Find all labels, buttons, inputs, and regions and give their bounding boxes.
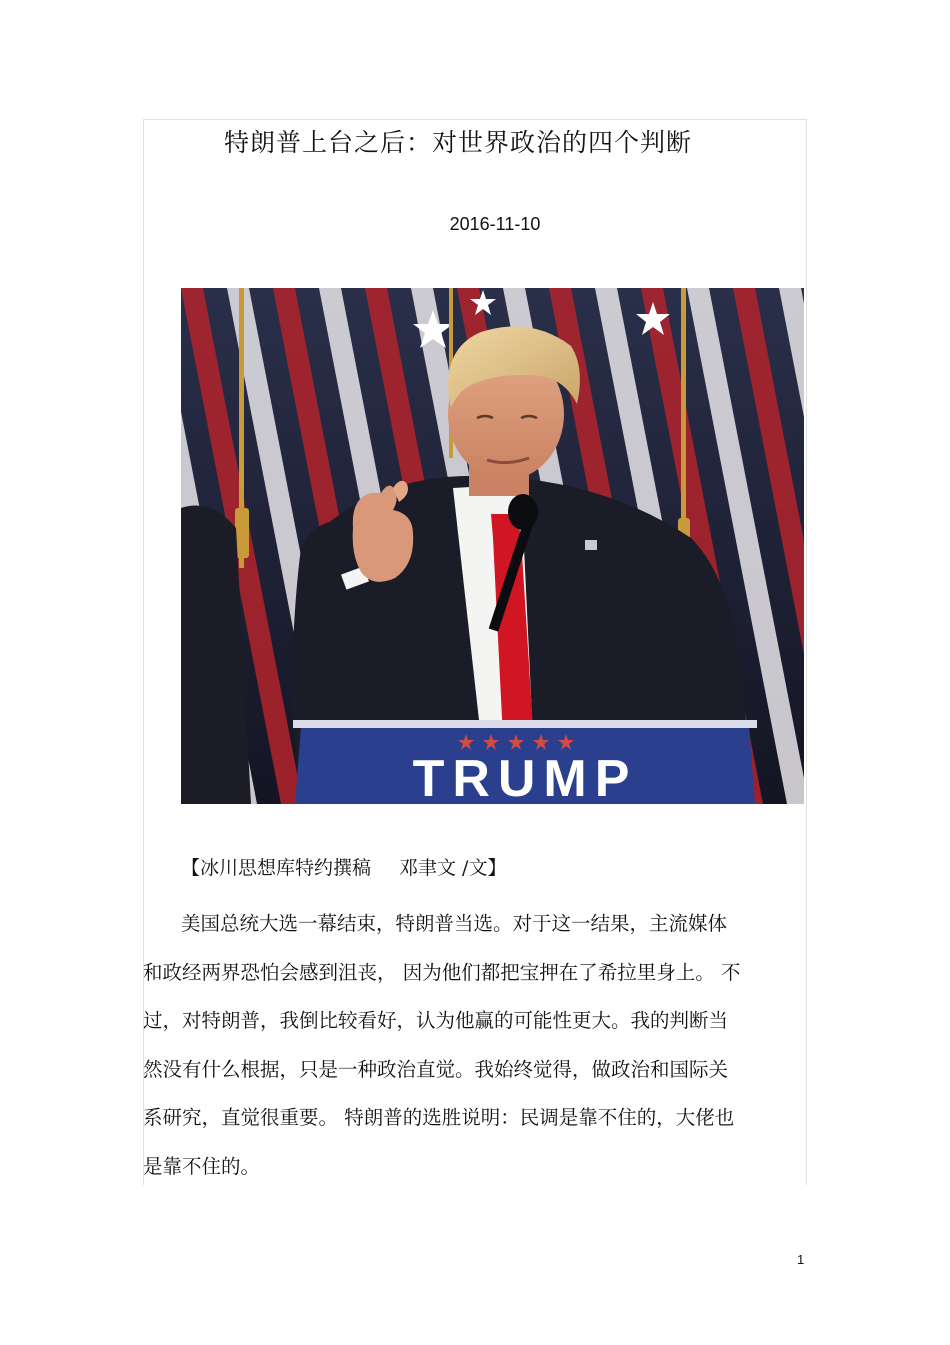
article-title: 特朗普上台之后：对世界政治的四个判断 xyxy=(223,128,692,157)
paragraph-line: 和政经两界恐怕会感到沮丧， 因为他们都把宝押在了希拉里身上。 不 xyxy=(143,960,741,984)
article-paragraph xyxy=(143,900,783,1191)
byline-author: 邓聿文 /文】 xyxy=(399,857,507,879)
paragraph-line: 然没有什么根据，只是一种政治直觉。我始终觉得，做政治和国际关 xyxy=(143,1057,729,1081)
byline xyxy=(181,853,506,880)
page-number: 1 xyxy=(797,1252,805,1267)
article-photo xyxy=(181,288,804,804)
paragraph-line: 是靠不住的。 xyxy=(143,1154,261,1178)
paragraph-line: 美国总统大选一幕结束，特朗普当选。对于这一结果，主流媒体 xyxy=(181,912,728,935)
article-date: 2016-11-10 xyxy=(449,214,541,234)
paragraph-line: 系研究，直觉很重要。 特朗普的选胜说明：民调是靠不住的，大佬也 xyxy=(143,1106,735,1129)
podium-sign-text: TRUMP xyxy=(412,750,638,804)
paragraph-line: 过，对特朗普，我倒比较看好，认为他赢的可能性更大。我的判断当 xyxy=(143,1009,729,1032)
byline-source: 【冰川思想库特约撰稿 xyxy=(181,857,372,879)
